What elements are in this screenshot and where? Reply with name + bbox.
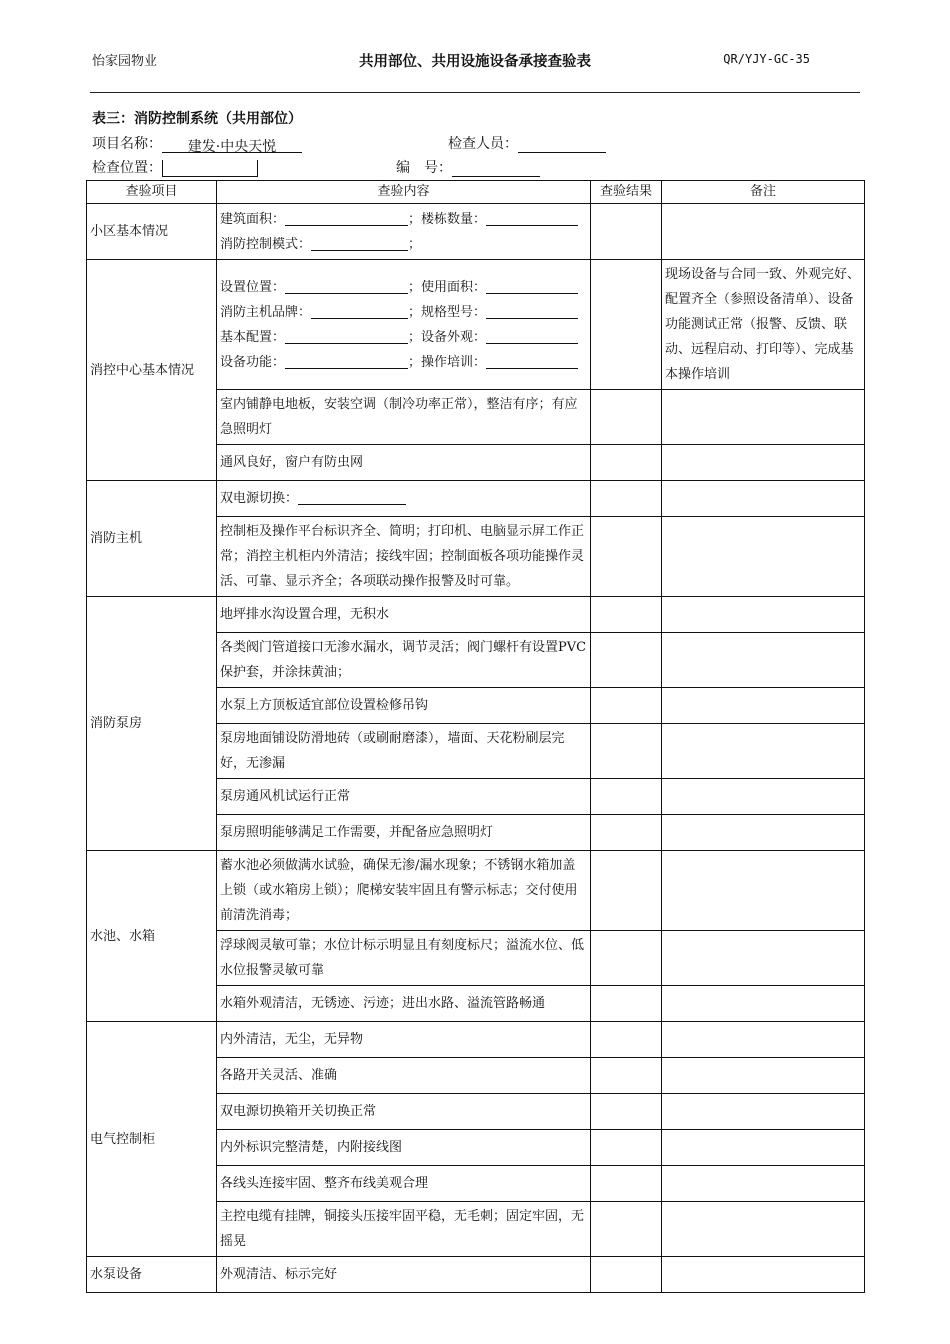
table-row [87,597,865,633]
field-line [220,350,587,375]
note-cell [662,1166,865,1202]
form-title: 共用部位、共用设施设备承接查验表 [359,54,591,70]
note-cell [662,1202,865,1257]
result-cell[interactable] [591,1022,662,1058]
location-label: 检查位置： [92,160,162,176]
header-divider [90,92,860,93]
note-cell [662,986,865,1022]
note-cell: 现场设备与合同一致、外观完好、配置齐全（参照设备清单）、设备功能测试正常（报警、反馈、联动、远程启动、打印等）、完成基本操作培训 [662,260,865,390]
content-cell: 主控电缆有挂牌，铜接头压接牢固平稳，无毛刺；固定牢固，无摇晃 [217,1202,591,1257]
form-code: QR/YJY-GC-35 [723,52,810,66]
field-line [220,300,587,325]
note-cell [662,517,865,597]
result-cell[interactable] [591,1058,662,1094]
result-cell[interactable] [591,517,662,597]
inspector-field[interactable] [518,136,606,153]
content-cell: 通风良好，窗户有防虫网 [217,445,591,481]
content-cell: 浮球阀灵敏可靠；水位计标示明显且有刻度标尺；溢流水位、低水位报警灵敏可靠 [217,931,591,986]
field-blank[interactable] [486,354,578,369]
number-row [396,157,540,177]
content-cell [217,481,591,517]
field-label: ；楼栋数量： [408,211,487,227]
content-cell: 室内铺静电地板，安装空调（制冷功率正常），整洁有序；有应急照明灯 [217,390,591,445]
field-label: ；设备外观： [408,329,487,345]
item-cell: 水池、水箱 [87,851,217,1022]
content-cell: 双电源切换箱开关切换正常 [217,1094,591,1130]
content-cell: 水泵上方顶板适宜部位设置检修吊钩 [217,688,591,724]
note-cell [662,931,865,986]
project-name-row [92,133,302,153]
field-line [220,232,587,257]
company-name: 怡家园物业 [92,54,158,69]
result-cell[interactable] [591,445,662,481]
note-cell [662,815,865,851]
content-cell: 泵房地面铺设防滑地砖（或刷耐磨漆），墙面、天花粉刷层完好，无渗漏 [217,724,591,779]
content-cell: 内外标识完整清楚，内附接线图 [217,1130,591,1166]
note-cell [662,633,865,688]
result-cell[interactable] [591,815,662,851]
content-cell: 地坪排水沟设置合理，无积水 [217,597,591,633]
field-label: 消防控制模式： [220,236,312,252]
note-cell [662,1058,865,1094]
result-cell[interactable] [591,1130,662,1166]
content-cell: 各类阀门管道接口无渗水漏水，调节灵活；阀门螺杆有设置PVC保护套，并涂抹黄油； [217,633,591,688]
table-body [87,204,865,1293]
result-cell[interactable] [591,1202,662,1257]
field-blank[interactable] [486,304,578,319]
item-cell: 消防泵房 [87,597,217,851]
field-blank[interactable] [285,354,408,369]
content-cell: 外观清洁、标示完好 [217,1257,591,1293]
table-subtitle: 表三：消防控制系统（共用部位） [92,111,302,127]
item-cell: 消控中心基本情况 [87,260,217,481]
result-cell[interactable] [591,1257,662,1293]
location-row [92,157,258,177]
field-line [220,275,587,300]
content-cell: 水箱外观清洁，无锈迹、污迹；进出水路、溢流管路畅通 [217,986,591,1022]
table-row [87,481,865,517]
header-note: 备注 [662,181,865,204]
item-cell: 水泵设备 [87,1257,217,1293]
result-cell[interactable] [591,390,662,445]
content-cell: 各路开关灵活、准确 [217,1058,591,1094]
content-cell: 控制柜及操作平台标识齐全、简明；打印机、电脑显示屏工作正常；消控主机柜内外清洁；接线牢固；控制面板各项功能操作灵活、可靠、显示齐全；各项联动操作报警及时可靠。 [217,517,591,597]
item-cell: 电气控制柜 [87,1022,217,1257]
note-cell [662,1022,865,1058]
content-cell: 泵房通风机试运行正常 [217,779,591,815]
project-value: 建发·中央天悦 [162,136,302,153]
note-cell [662,1094,865,1130]
inspection-table [86,180,865,1293]
field-blank[interactable] [285,329,408,344]
field-label: ；使用面积： [408,279,487,295]
header-item: 查验项目 [87,181,217,204]
field-blank[interactable] [298,490,406,505]
field-blank[interactable] [285,211,408,226]
item-cell: 消防主机 [87,481,217,597]
note-cell [662,1257,865,1293]
inspector-label: 检查人员： [448,136,518,152]
result-cell[interactable] [591,1166,662,1202]
note-cell [662,779,865,815]
result-cell[interactable] [591,204,662,260]
note-cell [662,481,865,517]
note-cell [662,724,865,779]
field-line [220,325,587,350]
result-cell[interactable] [591,260,662,390]
table-row [87,1257,865,1293]
table-row [87,204,865,260]
field-blank[interactable] [486,211,578,226]
number-field[interactable] [452,160,540,177]
field-label: ；操作培训： [408,354,487,370]
field-label: 基本配置： [220,329,286,345]
note-cell [662,445,865,481]
item-cell: 小区基本情况 [87,204,217,260]
content-cell: 各线头连接牢固、整齐布线美观合理 [217,1166,591,1202]
field-blank[interactable] [311,236,408,251]
field-blank[interactable] [486,329,578,344]
result-cell[interactable] [591,597,662,633]
table-row [87,851,865,931]
table-row [87,260,865,390]
table-row [87,1022,865,1058]
note-cell [662,851,865,931]
field-line [220,486,587,511]
result-cell[interactable] [591,931,662,986]
content-cell: 蓄水池必须做满水试验，确保无渗/漏水现象；不锈钢水箱加盖上锁（或水箱房上锁）；爬梯安装牢固且有警示标志；交付使用前清洗消毒； [217,851,591,931]
inspector-row [448,133,606,153]
result-cell[interactable] [591,633,662,688]
field-label: 设置位置： [220,279,286,295]
content-cell: 泵房照明能够满足工作需要，并配备应急照明灯 [217,815,591,851]
field-line [220,207,587,232]
field-label: 建筑面积： [220,211,286,227]
field-label: ；规格型号： [408,304,487,320]
note-cell [662,204,865,260]
content-cell [217,260,591,390]
note-cell [662,688,865,724]
result-cell[interactable] [591,1094,662,1130]
table-header-row [87,181,865,204]
field-label: 设备功能： [220,354,286,370]
note-cell [662,1130,865,1166]
header-result: 查验结果 [591,181,662,204]
field-label: 双电源切换： [220,491,299,506]
header-content: 查验内容 [217,181,591,204]
note-cell [662,390,865,445]
result-cell[interactable] [591,986,662,1022]
content-cell [217,204,591,260]
project-label: 项目名称： [92,136,162,152]
result-cell[interactable] [591,851,662,931]
field-blank[interactable] [285,279,408,294]
content-cell: 内外清洁，无尘，无异物 [217,1022,591,1058]
field-label: ； [408,236,422,252]
location-field[interactable] [162,160,258,177]
field-blank[interactable] [486,279,578,294]
number-label: 编 号： [396,160,452,176]
result-cell[interactable] [591,779,662,815]
result-cell[interactable] [591,481,662,517]
note-cell [662,597,865,633]
result-cell[interactable] [591,688,662,724]
field-label: 消防主机品牌： [220,304,312,320]
field-blank[interactable] [311,304,408,319]
result-cell[interactable] [591,724,662,779]
